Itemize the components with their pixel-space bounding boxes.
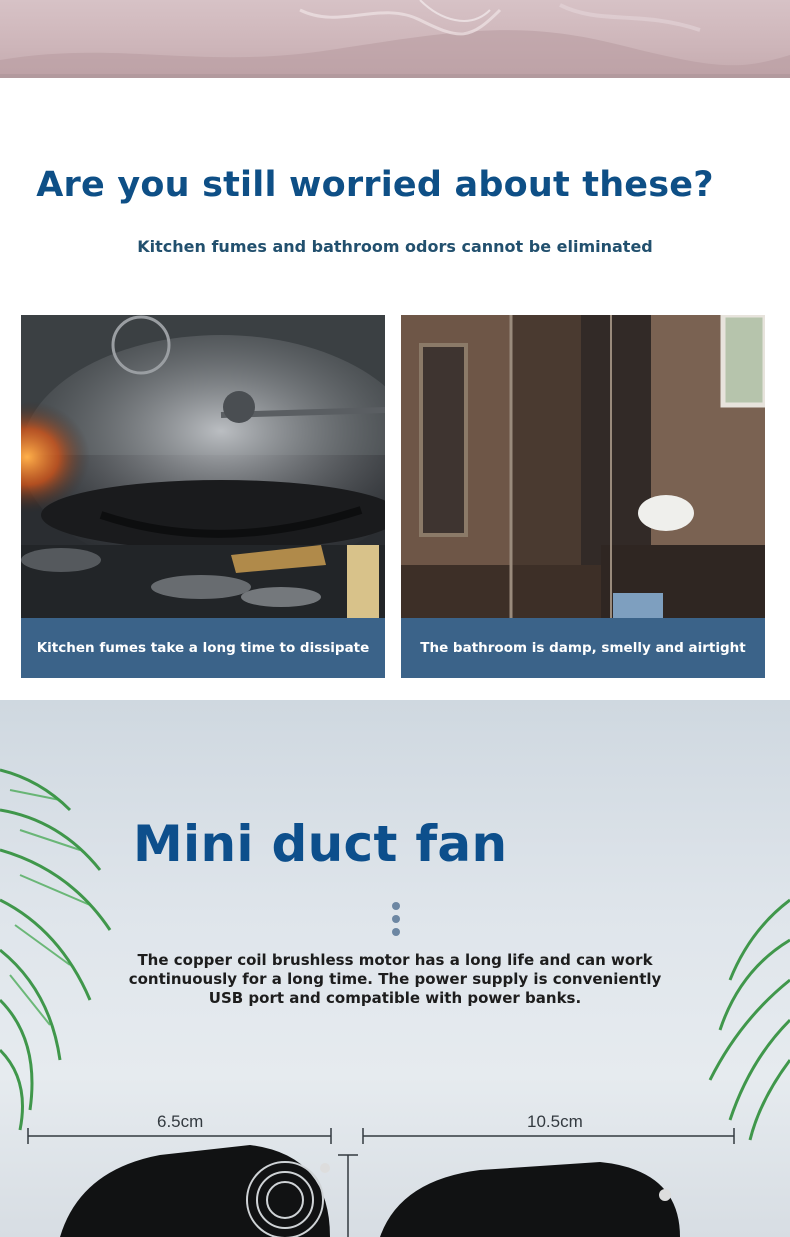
- smoke-graphic: [0, 0, 790, 78]
- product-description: The copper coil brushless motor has a long life and can work continuously for a long time. The power supply is conveniently USB port and compatible with power banks.: [128, 951, 662, 1007]
- section-subheadline: Kitchen fumes and bathroom odors cannot be eliminated: [137, 237, 653, 256]
- section-headline: Are you still worried about these?: [36, 165, 714, 205]
- bathroom-shower-photo: [401, 315, 765, 618]
- bathroom-card: [401, 315, 765, 678]
- kitchen-wok-smoke-photo: [21, 315, 385, 618]
- vertical-dots-icon: [390, 900, 402, 940]
- mini-duct-fan-section: [0, 700, 790, 1237]
- kitchen-card: [21, 315, 385, 678]
- top-banner-image: [0, 0, 790, 78]
- dimension-label-large: 10.5cm: [527, 1112, 583, 1131]
- kitchen-caption: Kitchen fumes take a long time to dissipate: [21, 618, 385, 678]
- product-title: Mini duct fan: [133, 815, 508, 873]
- bathroom-caption: The bathroom is damp, smelly and airtight: [401, 618, 765, 678]
- dimension-label-small: 6.5cm: [157, 1112, 204, 1131]
